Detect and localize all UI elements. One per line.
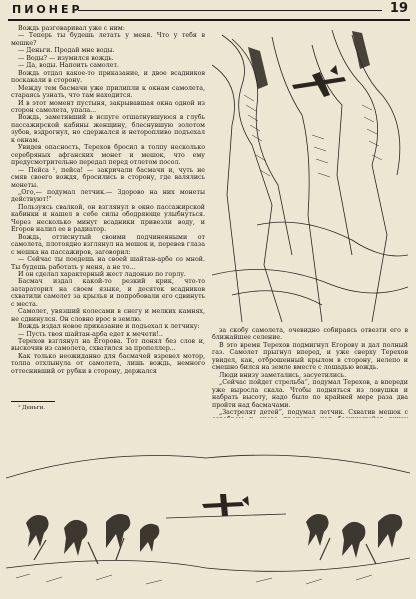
right-column-paragraph: за скобу самолета, очевидно собираясь отвезти его в ближайшее селение. bbox=[212, 327, 408, 342]
left-column-paragraph: — Воды? — изумился вождь. bbox=[18, 54, 114, 62]
left-column-paragraph: Терехов взглянул на Егорова. Тот понял без слов и, выскочив из самолета, схватился за пропеллер... bbox=[11, 338, 205, 353]
right-column-paragraph: В это время Терехов подмигнул Егорову и дал полный газ. Самолет прыгнул вперед, и уже сверху Терехов увидел, как, отброшенный крылом в сторону, нелепо и смешно бился на земле вместе с лошадью вождь. bbox=[212, 341, 408, 372]
mountain-illustration bbox=[212, 25, 408, 322]
left-column-paragraph: Как только неожиданно для басмачей взревел мотор, толпа отхлынула от самолета, лишь вождь, немного оттеснивший от рубки в сторону, держался bbox=[11, 352, 205, 375]
left-column-paragraph: Самолет, увязший колесами в снегу и мелких камнях, не сдвинулся. Он словно врос в землю. bbox=[11, 308, 205, 323]
left-column-paragraph: Вождь, заметивший в испуге отшатнувшуюся в глубь пассажирской кабины женщину, блеснувшую золотом зубов, вздрогнул, но сдержался и неторопливо подъехал к окнам. bbox=[11, 114, 205, 144]
left-column-paragraph: Вождь издал новое приказание и подъехал к летчику: bbox=[18, 323, 200, 331]
left-column-paragraph: Вождь разговаривал уже с ним: bbox=[18, 25, 125, 32]
left-column-paragraph: Пользуясь свалкой, он взглянул в окно пассажирской кабинки и нашел в себе силы ободряюще улыбнуться. Через несколько минут всадники привезли воду, и Егоров налил ее в радиатор. bbox=[11, 203, 205, 234]
left-column-paragraph: — Да, воды. Напоить самолет. bbox=[18, 62, 119, 70]
left-column-paragraph: И он сделал характерный жест ладонью по горлу. bbox=[18, 270, 186, 278]
magazine-title: ПИОНЕР bbox=[12, 3, 83, 16]
right-column-paragraph: Люди внизу заметались, засуетились. bbox=[219, 371, 347, 379]
chase-illustration bbox=[6, 418, 410, 594]
left-column-paragraph: Увидев опасность, Терехов бросил в толпу несколько серебряных афганских монет и мешок, что ему предусмотрительно передал перед отлетом посол. bbox=[11, 144, 205, 167]
left-column-paragraph: — Теперь ты будешь летать у меня. Что у тебя в мешке? bbox=[11, 32, 205, 47]
left-column-paragraph: И в этот момент пустыня, закрывавшая окна одной из сторон самолета, упала... bbox=[11, 99, 205, 114]
right-column-paragraph: „Сейчас пойдет стрельба“, подумал Терехов, а впереди уже выросла скала. Чтобы подняться из ловушки и набрать высоту, надо было по крайней мере раза два пройти над басмачами. bbox=[212, 379, 408, 409]
right-column-paragraph: „Застрелят детей“, подумал летчик. Схватив мешок с bbox=[219, 408, 408, 416]
left-column-paragraph: — Пусть твоя шайтан-арба едет к мечети!.. bbox=[18, 330, 163, 338]
page-header bbox=[8, 3, 410, 21]
left-column-paragraph: Между тем басмачи уже прилипли к окнам самолета, стараясь узнать, что там находится. bbox=[11, 84, 205, 100]
left-text-column bbox=[11, 25, 205, 397]
left-column-paragraph: — Пейса ¹, пейса! — закричали басмачи и, чуть не смяв своего вождя, бросились в сторону, где валялись монеты. bbox=[11, 166, 205, 189]
page-number: 19 bbox=[389, 1, 408, 16]
header-rule bbox=[78, 10, 382, 11]
left-column-paragraph: Басмач издал какой-то резкий крик, что-то затараторил на своем языке, и десяток всадников схватили самолет за крылья и попробовали его сдвинуть с места. bbox=[11, 278, 205, 308]
footnote-rule bbox=[11, 401, 55, 402]
left-column-paragraph: „Ого,— подумал летчик.— Здорово на них монеты действуют!“ bbox=[11, 188, 205, 204]
left-column-paragraph: — Деньги. Продай мне воды. bbox=[18, 47, 115, 55]
footnote: ¹ Деньги. bbox=[18, 405, 46, 411]
left-column-paragraph: Вождь отдал какое-то приказание, и двое всадников поскакали в сторону. bbox=[11, 69, 205, 85]
left-column-paragraph: — Сейчас ты поедешь на своей шайтан-арбе со мной. Ты будешь работать у меня, а не то... bbox=[11, 256, 205, 271]
left-column-paragraph: Вождь, оттиснутый своими подчиненными от самолета, плотоядно взглянул на мешок и, перевев глаза с мешка на пассажиров, заговорил: bbox=[11, 233, 205, 256]
